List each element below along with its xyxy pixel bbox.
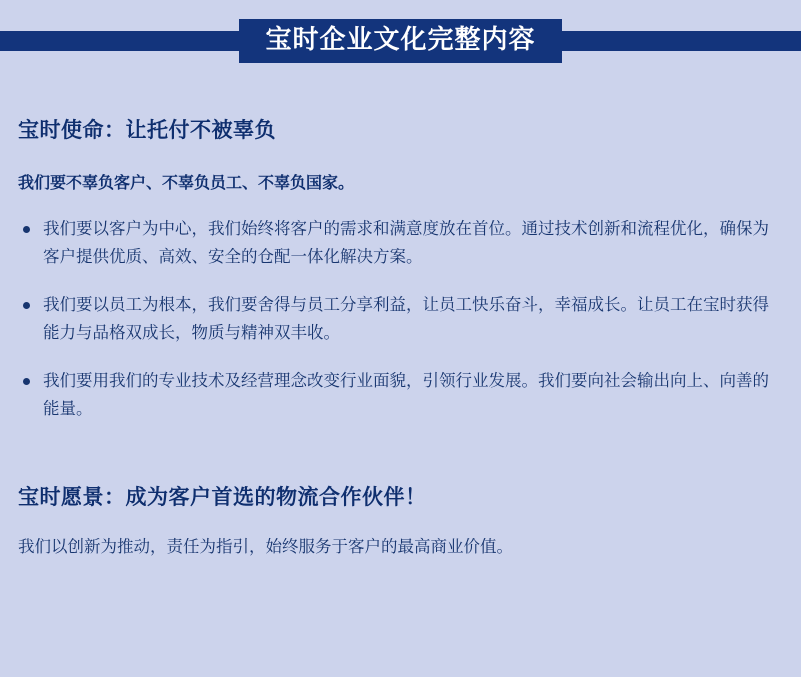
bullet-dot-icon bbox=[23, 302, 30, 309]
list-item bbox=[18, 291, 783, 348]
vision-text: 我们以创新为推动，责任为指引，始终服务于客户的最高商业价值。 bbox=[18, 538, 513, 557]
list-item-text: 我们要以客户为中心，我们始终将客户的需求和满意度放在首位。通过技术创新和流程优化，确保为客户提供优质、高效、安全的仓配一体化解决方案。 bbox=[43, 220, 769, 267]
mission-lead: 我们要不辜负客户、不辜负员工、不辜负国家。 bbox=[18, 175, 355, 192]
page-header bbox=[0, 0, 801, 82]
document-content bbox=[0, 114, 801, 561]
mission-bullet-list bbox=[18, 215, 783, 423]
vision-section bbox=[18, 481, 783, 561]
bullet-dot-icon bbox=[23, 226, 30, 233]
list-item bbox=[18, 215, 783, 272]
mission-heading: 宝时使命：让托付不被辜负 bbox=[18, 119, 276, 142]
list-item-text: 我们要用我们的专业技术及经营理念改变行业面貌，引领行业发展。我们要向社会输出向上、向善的能量。 bbox=[43, 371, 769, 418]
page-title: 宝时企业文化完整内容 bbox=[239, 19, 561, 63]
bullet-dot-icon bbox=[23, 378, 30, 385]
vision-heading: 宝时愿景：成为客户首选的物流合作伙伴！ bbox=[18, 486, 427, 510]
list-item-text: 我们要以员工为根本，我们要舍得与员工分享利益，让员工快乐奋斗，幸福成长。让员工在宝时获得能力与品格双成长，物质与精神双丰收。 bbox=[43, 295, 769, 343]
list-item bbox=[18, 367, 783, 424]
